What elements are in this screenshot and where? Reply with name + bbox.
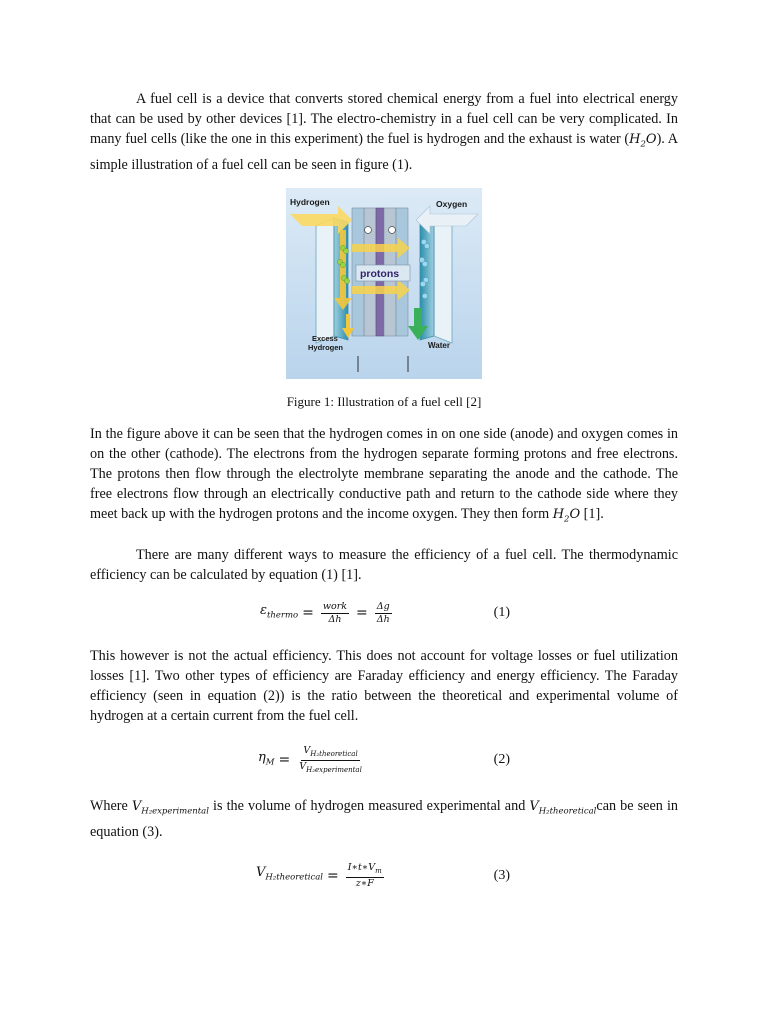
fuel-cell-illustration [286, 188, 482, 379]
math-h2o: $H_2O$ [629, 132, 657, 150]
eq2-lhs: $\eta_M$ [258, 749, 275, 768]
math-v-experimental: $V_{H_2experimental}$ [131, 799, 209, 817]
math-v-theoretical: $V_{H_2theoretical}$ [529, 799, 597, 817]
paragraph-faraday: This however is not the actual efficiency. This does not account for voltage losses or fuel utilization losses [1]. Two other types of efficiency are Faraday efficiency and energy efficiency. The Faraday efficiency (seen in equation (2)) is the ratio between the theoretical and experimental volume of hydrogen at a certain current from the fuel cell. [90, 648, 678, 725]
eq1-fraction-2: $\frac{\Delta g}{\Delta h}$ [376, 600, 390, 625]
label-hydrogen: Hydrogen [290, 196, 330, 207]
math-h2o-2: $H_2O$ [552, 506, 581, 525]
eq1-number: (1) [493, 605, 510, 621]
paragraph-figure-explanation: In the figure above it can be seen that the hydrogen comes in on one side (anode) and oxygen comes in on the other (cathode). The electrons from the hydrogen separate forming protons and free electrons. The protons then flow through the electrolyte membrane separating the anode and the cathode. The free electrons flow through an electrically conductive path and return to the cathode side where they meet back up with the hydrogen protons and the income oxygen. They then form $H_2O$ [1]. [90, 425, 678, 525]
figure-caption: Figure 1: Illustration of a fuel cell [2] [286, 393, 482, 409]
cathode-plate-face [434, 218, 452, 343]
eq3-lhs: $V_{H_2theoretical}$ [256, 865, 324, 884]
eq1-lhs: $\varepsilon_{thermo}$ [260, 602, 299, 621]
equation-2: $\eta_M$ = $\frac{V_{H_2theoretical}}{V_{H_2experimental}}$ (2) [258, 744, 510, 774]
label-water: Water [428, 340, 450, 350]
fuel-cell-figure [286, 188, 482, 379]
eq3-number: (3) [493, 867, 510, 883]
label-excess-line1: Excess [312, 333, 338, 343]
paragraph-where: Where $V_{H_2experimental}$ is the volume of hydrogen measured experimental and $V_{H_2theoretical}can$ be seen in equation (3). [90, 798, 678, 840]
anode-plate-face [316, 218, 334, 343]
label-excess-line2: Hydrogen [308, 342, 344, 352]
equation-1: $\varepsilon_{thermo}$ = $\frac{\text{work}}{\Delta h}$ = $\frac{\Delta g}{\Delta h}$ (1) [260, 600, 510, 625]
label-oxygen: Oxygen [436, 198, 468, 209]
paragraph-intro: A fuel cell is a device that converts stored chemical energy from a fuel into electrical energy that can be used by other devices [1]. The electro-chemistry in a fuel cell can be very complicated. In many fuel cells (like the one in this experiment) the fuel is hydrogen and the exhaust is water $(H_2O)$. A simple illustration of a fuel cell can be seen in figure (1). [90, 91, 678, 173]
eq1-fraction-1: $\frac{\text{work}}{\Delta h}$ [322, 600, 348, 625]
eq3-fraction: $\frac{I∗t∗V_m}{z∗F}$ [347, 861, 382, 889]
eq2-fraction: $\frac{V_{H_2theoretical}}{V_{H_2experimental}}$ [299, 744, 362, 774]
equation-3: $V_{H_2theoretical}$ = $\frac{I∗t∗V_m}{z∗F}$ (3) [256, 861, 510, 889]
eq2-number: (2) [493, 752, 510, 768]
label-protons: protons [360, 267, 400, 280]
document-page [90, 89, 678, 896]
paragraph-efficiency-intro: There are many different ways to measure the efficiency of a fuel cell. The thermodynamic efficiency can be calculated by equation (1) [1]. [90, 547, 678, 584]
